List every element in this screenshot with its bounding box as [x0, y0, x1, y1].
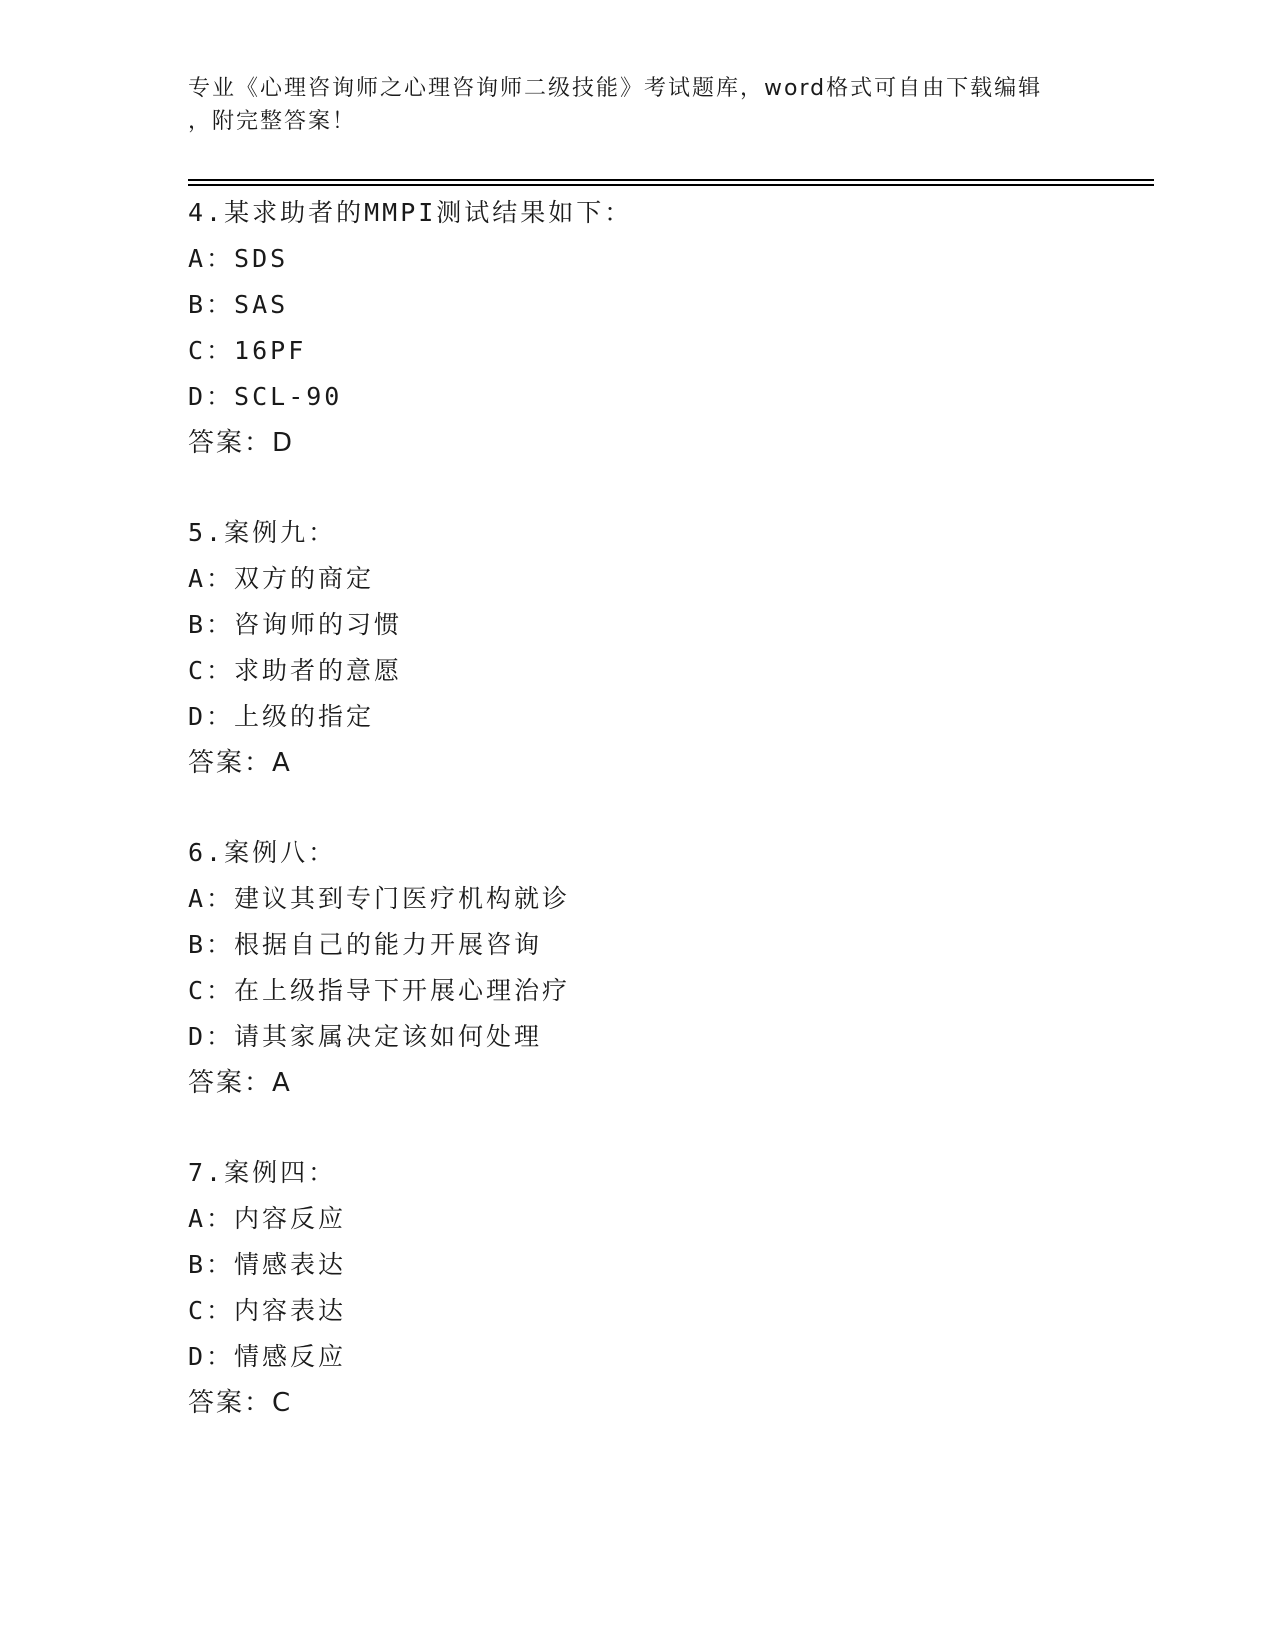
question-list — [188, 190, 1148, 1470]
option-d: D：请其家属决定该如何处理 — [188, 1022, 543, 1051]
option-c: C：内容表达 — [188, 1296, 347, 1325]
option-b: B：根据自己的能力开展咨询 — [188, 930, 543, 959]
header-line-1: 专业《心理咨询师之心理咨询师二级技能》考试题库，word格式可自由下载编辑 — [188, 76, 1043, 101]
option-a: A：建议其到专门医疗机构就诊 — [188, 884, 571, 913]
question-stem: 6.案例八： — [188, 838, 337, 867]
answer-label: 答案：A — [188, 1068, 292, 1098]
option-a: A：内容反应 — [188, 1204, 347, 1233]
option-b: B：SAS — [188, 290, 289, 319]
question-stem: 7.案例四： — [188, 1158, 337, 1187]
option-d: D：情感反应 — [188, 1342, 347, 1371]
question-6 — [188, 830, 1148, 1150]
answer-label: 答案：A — [188, 748, 292, 778]
answer-label: 答案：C — [188, 1388, 293, 1418]
question-7 — [188, 1150, 1148, 1470]
option-c: C：在上级指导下开展心理治疗 — [188, 976, 571, 1005]
question-stem: 4.某求助者的MMPI测试结果如下： — [188, 198, 633, 227]
header-divider-top — [188, 179, 1154, 181]
option-c: C：求助者的意愿 — [188, 656, 403, 685]
option-d: D：SCL-90 — [188, 382, 343, 411]
option-d: D：上级的指定 — [188, 702, 375, 731]
header-line-2: ，附完整答案！ — [188, 109, 357, 134]
option-c: C：16PF — [188, 336, 307, 365]
option-b: B：情感表达 — [188, 1250, 347, 1279]
answer-label: 答案：D — [188, 428, 295, 458]
question-stem: 5.案例九： — [188, 518, 337, 547]
question-4 — [188, 190, 1148, 510]
option-a: A：双方的商定 — [188, 564, 375, 593]
document-header — [188, 72, 1088, 138]
option-b: B：咨询师的习惯 — [188, 610, 403, 639]
option-a: A：SDS — [188, 244, 289, 273]
header-divider-bottom — [188, 184, 1154, 186]
question-5 — [188, 510, 1148, 830]
